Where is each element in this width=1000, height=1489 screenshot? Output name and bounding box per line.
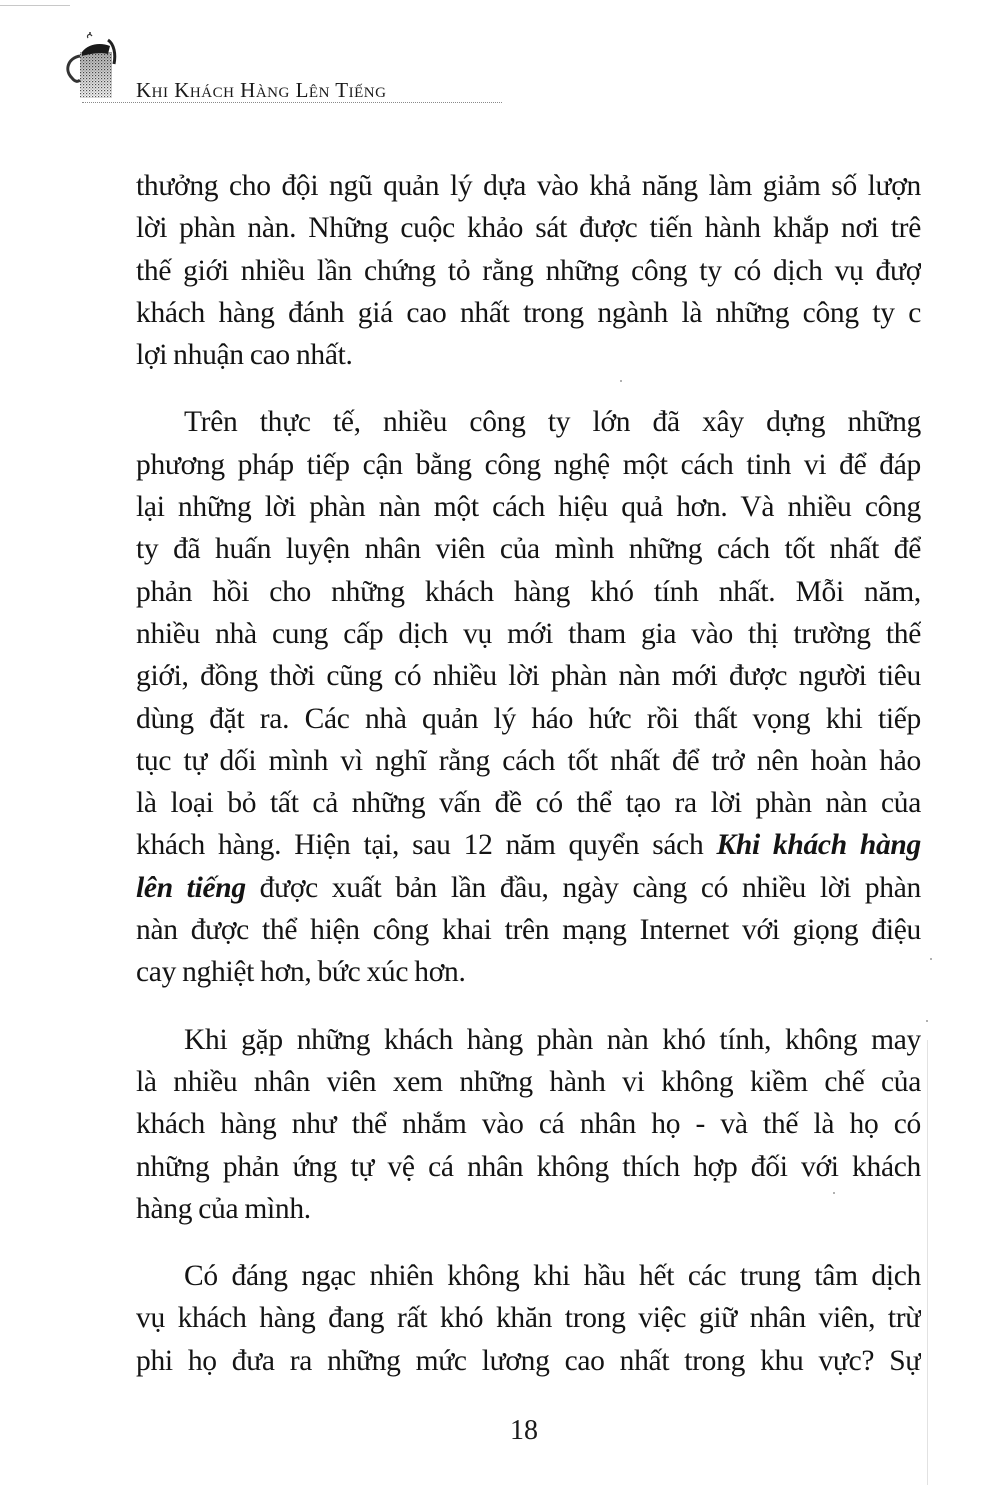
scan-speck [833,1192,835,1194]
text-line [136,867,921,909]
text-line: nàn được thể hiện công khai trên mạng Internet với giọng điệu [136,914,921,947]
text-line: cay nghiệt hơn, bức xúc hơn. [136,956,466,989]
text-line: là nhiều nhân viên xem những hành vi không kiềm chế của [136,1065,921,1098]
scan-edge-mark [0,5,70,6]
text-line: phương pháp tiếp cận bằng công nghệ một cách tinh vi để đáp [136,448,921,481]
text-line [136,824,921,866]
text-line: thế giới nhiều lần chứng tỏ rằng những công ty có dịch vụ đượ [136,254,921,287]
paragraph-1 [136,165,921,376]
book-title-emphasis: Khi khách hàng [716,829,921,862]
text-line: vụ khách hàng đang rất khó khăn trong việc giữ nhân viên, trừ [136,1302,921,1335]
paragraph-2 [136,401,921,993]
running-title: Khi Khách Hàng Lên Tiếng [136,78,387,102]
text-line: dùng đặt ra. Các nhà quản lý háo hức rồi thất vọng khi tiếp [136,702,921,735]
header-divider [82,102,502,103]
text-line: lời phàn nàn. Những cuộc khảo sát được tiến hành khắp nơi trê [136,212,921,245]
paragraph-3 [136,1019,921,1230]
running-header [62,30,452,100]
text-line: lại những lời phàn nàn một cách hiệu quả hơn. Và nhiều công [136,491,921,524]
scan-speck [620,380,622,382]
text-line: giới, đồng thời cũng có nhiều lời phàn nàn mới được người tiêu [136,660,921,693]
text-line: là loại bỏ tất cả những vấn đề có thể tạo ra lời phàn nàn của [136,787,921,820]
book-title-emphasis: lên tiếng [136,871,246,904]
scan-speck [926,1020,928,1022]
text-line: những phản ứng tự vệ cá nhân không thích hợp đối với khách [136,1150,921,1183]
text-line: phi họ đưa ra những mức lương cao nhất trong khu vực? Sự [136,1344,921,1377]
text-line: phản hồi cho những khách hàng khó tính nhất. Mỗi năm, [136,575,921,608]
text-line: khách hàng như thể nhắm vào cá nhân họ - và thế là họ có [136,1108,921,1141]
page-body [136,165,921,1407]
text-run: được xuất bản lần đầu, ngày càng có nhiều lời phàn [245,871,921,904]
text-line: Khi gặp những khách hàng phàn nàn khó tính, không may [184,1023,921,1056]
text-line: Trên thực tế, nhiều công ty lớn đã xây dựng những [184,406,921,439]
text-line: khách hàng đánh giá cao nhất trong ngành là những công ty c [136,296,921,329]
text-line: tục tự dối mình vì nghĩ rằng cách tốt nhất để trở nên hoàn hảo [136,744,921,777]
text-line: thưởng cho đội ngũ quản lý dựa vào khả năng làm giảm số lượn [136,170,921,202]
teapot-illustration-icon [62,30,132,100]
text-line: ty đã huấn luyện nhân viên của mình những cách tốt nhất để [136,533,921,566]
page-number: 18 [510,1415,538,1446]
text-line: hàng của mình. [136,1192,311,1225]
scan-speck [930,958,932,960]
text-run: khách hàng. Hiện tại, sau 12 năm quyển sách [136,829,717,862]
paragraph-4 [136,1255,921,1382]
text-line: nhiều nhà cung cấp dịch vụ mới tham gia vào thị trường thế [136,617,921,650]
text-line: lợi nhuận cao nhất. [136,339,353,372]
text-line: Có đáng ngạc nhiên không khi hầu hết các trung tâm dịch [184,1260,921,1293]
page-edge-rule [927,1040,928,1485]
